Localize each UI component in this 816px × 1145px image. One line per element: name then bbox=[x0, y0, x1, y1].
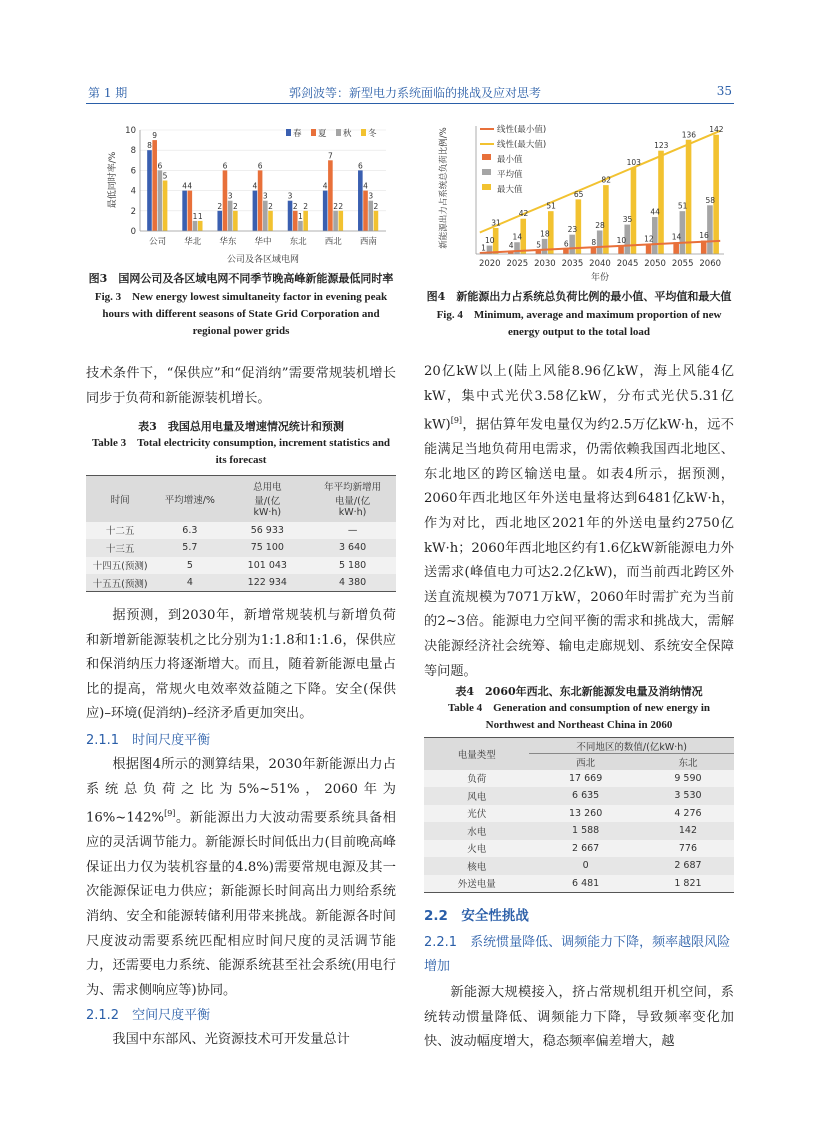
right-paragraph-1: 20亿kW以上(陆上风能8.96亿kW，海上风能4亿kW，集中式光伏3.58亿kW，分布式光伏5.31亿kW)[9]，据估算年发电量仅为约2.5万亿kW·h，远不能满足当地负荷用电需求，仍需依赖我国西北地区、东北地区的跨区输送电量。如表4所示，据预测，2060年西北地区年外送电量将达到6481亿kW·h，作为对比，西北地区2021年的外送电量约2750亿kW·h；2060年西北地区约有1.6亿kW新能源电力外送需求(峰值电力可达2.2亿kW)，而当前西北跨区外送直流规模为7071万kW，2060年时需扩充为当前的2~3倍。能源电力空间平衡的需求和挑战大，需解决能源经济社会统筹、输电走廊规划、系统安全保障等问题。 bbox=[424, 364, 734, 679]
fig4-bar bbox=[597, 230, 603, 254]
table4-cell: 火电 bbox=[424, 840, 529, 858]
fig4-data-label: 23 bbox=[567, 225, 578, 235]
fig3-x-axis-label: 公司及各区域电网 bbox=[226, 255, 300, 265]
fig3-bar bbox=[147, 150, 152, 231]
fig4-x-tick: 2055 bbox=[671, 259, 694, 269]
citation-ref: [9] bbox=[164, 809, 176, 819]
fig3-bar bbox=[263, 201, 268, 231]
fig3-legend-swatch bbox=[286, 129, 291, 136]
fig3-data-label: 2 bbox=[373, 201, 379, 211]
table3-cell: 十五五(预测) bbox=[86, 574, 154, 592]
fig4-data-label: 51 bbox=[677, 201, 688, 211]
fig4-caption-en: Fig. 4 Minimum, average and maximum proportion of new energy output to the total load bbox=[436, 309, 722, 338]
fig4-chart bbox=[424, 118, 729, 284]
fig3-legend-label: 夏 bbox=[318, 129, 327, 139]
fig3-x-tick: 华北 bbox=[184, 237, 202, 247]
table4-row bbox=[424, 857, 734, 875]
left-paragraph-3: 根据图4所示的测算结果，2030年新能源出力占系统总负荷之比为5%~51%，2060年为16%~142%[9]。新能源出力大波动需要系统具备相应的灵活调节能力。新能源长时间低出力(目前晚高峰保证出力仅为装机容量的4.8%)需要常规电源及其一次能源保证电力供应；新能源长时间高出力则给系统消纳、安全和能源转储利用带来挑战。新能源各时间尺度波动需要系统匹配相应时间尺度的灵活调节能力，还需要电力系统、能源系统甚至社会系统(用电行为、需求侧响应等)协同。 bbox=[86, 756, 396, 998]
fig3-data-label: 8 bbox=[147, 141, 152, 151]
fig3-y-axis-label: 最低同时率/% bbox=[108, 151, 118, 209]
table4-cell: 6 481 bbox=[529, 875, 642, 893]
fig3-data-label: 4 bbox=[182, 181, 188, 191]
fig4-bar bbox=[514, 242, 520, 254]
fig3-bar bbox=[258, 170, 263, 231]
table4-cell: 4 276 bbox=[642, 805, 734, 823]
fig3-data-label: 2 bbox=[268, 201, 273, 211]
table3-row bbox=[86, 522, 396, 540]
fig3-data-label: 2 bbox=[232, 201, 238, 211]
fig3-data-label: 6 bbox=[257, 161, 263, 171]
fig4-data-label: 65 bbox=[573, 189, 584, 199]
table3 bbox=[86, 475, 396, 592]
table4-cell: 光伏 bbox=[424, 805, 529, 823]
fig4-data-label: 35 bbox=[622, 215, 633, 225]
fig3-data-label: 1 bbox=[298, 211, 303, 221]
fig3-y-tick: 4 bbox=[130, 186, 136, 197]
fig4-data-label: 1 bbox=[481, 243, 486, 253]
table3-cell: 十二五 bbox=[86, 522, 154, 540]
table3-cell: 3 640 bbox=[309, 539, 396, 557]
table3-cell: 101 043 bbox=[225, 557, 309, 575]
fig3-bar bbox=[323, 191, 328, 231]
table3-cell: 6.3 bbox=[154, 522, 225, 540]
fig3-bar bbox=[158, 170, 163, 231]
table3-row bbox=[86, 574, 396, 592]
fig4-x-tick: 2020 bbox=[478, 259, 501, 269]
table4-cell: 142 bbox=[642, 822, 734, 840]
fig4-legend-swatch bbox=[482, 154, 491, 160]
table4-cell: 负荷 bbox=[424, 770, 529, 788]
fig3-bar bbox=[358, 170, 363, 231]
fig3-bar bbox=[228, 201, 233, 231]
table4-cell: 1 821 bbox=[642, 875, 734, 893]
table3-cell: 5 bbox=[154, 557, 225, 575]
left-paragraph-1: 技术条件下，“保供应”和“促消纳”需要常规装机增长同步于负荷和新能源装机增长。 bbox=[86, 366, 396, 406]
fig3-data-label: 3 bbox=[368, 191, 374, 201]
section-2-2-heading: 2.2 安全性挑战 bbox=[424, 908, 529, 924]
fig3-data-label: 3 bbox=[287, 191, 293, 201]
table4-row bbox=[424, 840, 734, 858]
table4-cell: 3 530 bbox=[642, 787, 734, 805]
fig3-chart bbox=[100, 118, 390, 268]
fig3-bar bbox=[303, 211, 308, 231]
fig4-legend-label: 最大值 bbox=[497, 185, 523, 195]
fig3-bar bbox=[293, 211, 298, 231]
fig3-bar bbox=[328, 160, 333, 231]
fig3-bar bbox=[374, 211, 379, 231]
fig3-x-tick: 公司 bbox=[149, 237, 167, 247]
fig3-data-label: 1 bbox=[192, 211, 198, 221]
table4-header-group: 不同地区的数值/(亿kW·h) bbox=[529, 738, 734, 754]
fig4-data-label: 42 bbox=[518, 209, 529, 219]
table3-caption-cn: 表3 我国总用电量及增速情况统计和预测 bbox=[138, 420, 344, 433]
fig4-bar bbox=[631, 167, 637, 254]
table4-row bbox=[424, 770, 734, 788]
fig4-data-label: 6 bbox=[563, 239, 569, 249]
fig4-data-label: 28 bbox=[595, 220, 605, 230]
table3-cell: — bbox=[309, 522, 396, 540]
table3-cell: 75 100 bbox=[225, 539, 309, 557]
table4-caption-en: Table 4 Generation and consumption of new energy in Northwest and Northeast China in 2060 bbox=[447, 702, 711, 731]
section-2-2-1-heading: 2.2.1 系统惯量降低、调频能力下降，频率越限风险增加 bbox=[424, 935, 731, 974]
fig3-data-label: 2 bbox=[333, 201, 338, 211]
fig3-legend-swatch bbox=[311, 129, 316, 136]
fig3-bar bbox=[298, 221, 303, 231]
fig3-bar bbox=[217, 211, 222, 231]
table4-cell: 2 687 bbox=[642, 857, 734, 875]
fig3-bar bbox=[268, 211, 273, 231]
fig4-x-tick: 2025 bbox=[506, 259, 529, 269]
fig3-x-tick: 华中 bbox=[254, 237, 272, 247]
header-issue: 第 1 期 bbox=[88, 86, 128, 100]
table3-cell: 5.7 bbox=[154, 539, 225, 557]
fig3-caption-en: Fig. 3 New energy lowest simultaneity factor in evening peak hours with different seasons of State Grid Corporation and regional power grids bbox=[94, 291, 388, 337]
right-paragraph-2: 新能源大规模接入，挤占常规机组开机空间，系统转动惯量降低、调频能力下降，导致频率变化加快、波动幅度增大，稳态频率偏差增大，越 bbox=[424, 985, 734, 1050]
fig4-data-label: 8 bbox=[591, 237, 597, 247]
fig3-data-label: 9 bbox=[152, 131, 158, 141]
table4-cell: 外送电量 bbox=[424, 875, 529, 893]
table4-cell: 9 590 bbox=[642, 770, 734, 788]
fig4-bar bbox=[603, 185, 609, 254]
table3-header-total: 总用电量/(亿kW·h) bbox=[225, 476, 309, 522]
table4-cell: 17 669 bbox=[529, 770, 642, 788]
fig3-bar bbox=[233, 211, 238, 231]
fig4-data-label: 5 bbox=[536, 240, 542, 250]
table3-row bbox=[86, 557, 396, 575]
fig3-y-tick: 6 bbox=[130, 166, 136, 177]
table4-cell: 776 bbox=[642, 840, 734, 858]
table4-cell: 13 260 bbox=[529, 805, 642, 823]
fig4-data-label: 103 bbox=[626, 157, 641, 167]
fig4-data-label: 58 bbox=[705, 195, 715, 205]
table3-cell: 56 933 bbox=[225, 522, 309, 540]
fig3-y-tick: 0 bbox=[130, 227, 136, 237]
table4-cell: 0 bbox=[529, 857, 642, 875]
fig4-bar bbox=[686, 140, 692, 254]
fig3-bar bbox=[188, 191, 193, 231]
table4-cell: 2 667 bbox=[529, 840, 642, 858]
table3-header-increment: 年平均新增用电量/(亿kW·h) bbox=[309, 476, 396, 522]
fig4-data-label: 51 bbox=[546, 201, 556, 211]
fig3-bar bbox=[363, 191, 368, 231]
table3-row bbox=[86, 539, 396, 557]
fig4-data-label: 14 bbox=[512, 232, 523, 242]
fig4-data-label: 142 bbox=[709, 125, 724, 135]
fig3-bar bbox=[253, 191, 258, 231]
fig3-data-label: 4 bbox=[322, 181, 328, 191]
fig3-data-label: 3 bbox=[262, 191, 268, 201]
fig4-data-label: 12 bbox=[644, 234, 654, 244]
fig3-data-label: 1 bbox=[197, 211, 203, 221]
table4 bbox=[424, 737, 734, 893]
table4-row bbox=[424, 787, 734, 805]
fig4-x-axis-label: 年份 bbox=[590, 273, 610, 283]
fig4-caption-cn: 图4 新能源出力占系统总负荷比例的最小值、平均值和最大值 bbox=[426, 290, 732, 303]
fig4-data-label: 10 bbox=[485, 236, 495, 246]
fig4-x-tick: 2040 bbox=[589, 259, 611, 269]
table4-cell: 1 588 bbox=[529, 822, 642, 840]
table4-cell: 6 635 bbox=[529, 787, 642, 805]
fig3-y-tick: 2 bbox=[130, 206, 136, 217]
fig4-legend-label: 平均值 bbox=[497, 170, 523, 180]
fig4-x-tick: 2060 bbox=[699, 259, 722, 269]
fig3-bar bbox=[198, 221, 203, 231]
fig4-data-label: 16 bbox=[699, 231, 709, 241]
fig3-data-label: 3 bbox=[227, 191, 233, 201]
fig3-data-label: 2 bbox=[303, 201, 309, 211]
fig3-bar bbox=[193, 221, 198, 231]
fig3-data-label: 2 bbox=[338, 201, 344, 211]
fig3-bar bbox=[182, 191, 187, 231]
fig3-data-label: 4 bbox=[363, 181, 368, 191]
fig3-bar bbox=[163, 181, 168, 232]
fig4-bar bbox=[713, 135, 719, 254]
fig4-y-axis-label: 新能源出力占系统总负荷比例/% bbox=[439, 127, 449, 249]
fig3-legend-swatch bbox=[361, 129, 366, 136]
header-rule bbox=[86, 103, 734, 104]
table4-cell: 核电 bbox=[424, 857, 529, 875]
section-2-1-1-heading: 2.1.1 时间尺度平衡 bbox=[86, 732, 211, 748]
fig4-bar bbox=[569, 235, 575, 254]
fig3-bar bbox=[338, 211, 343, 231]
fig4-x-tick: 2050 bbox=[644, 259, 666, 269]
table4-header-type: 电量类型 bbox=[424, 738, 529, 770]
table4-header-northeast: 东北 bbox=[642, 754, 734, 770]
fig4-legend-swatch bbox=[482, 184, 491, 190]
fig3-data-label: 6 bbox=[157, 161, 163, 171]
fig3-y-tick: 10 bbox=[125, 126, 136, 136]
fig4-x-tick: 2030 bbox=[534, 259, 556, 269]
fig3-bar bbox=[333, 211, 338, 231]
fig4-data-label: 18 bbox=[540, 229, 550, 239]
fig3-data-label: 2 bbox=[217, 201, 223, 211]
fig3-y-tick: 8 bbox=[130, 146, 136, 157]
fig4-legend-label: 线性(最小值) bbox=[497, 125, 547, 135]
fig4-legend-label: 线性(最大值) bbox=[497, 140, 547, 150]
fig3-data-label: 6 bbox=[222, 161, 228, 171]
table3-header-time: 时间 bbox=[86, 476, 154, 522]
table3-cell: 十三五 bbox=[86, 539, 154, 557]
fig3-x-tick: 西北 bbox=[324, 237, 342, 247]
fig3-bar bbox=[288, 201, 293, 231]
left-paragraph-2: 据预测，到2030年，新增常规装机与新增负荷和新增新能源装机之比分别为1:1.8和1:1.6，保供应和保消纳压力将逐渐增大。而且，随着新能源电量占比的提高，常规火电效率效益随之下降。安全(保供应)–环境(促消纳)–经济矛盾更加突出。 bbox=[86, 608, 396, 722]
fig3-data-label: 4 bbox=[187, 181, 193, 191]
table4-row bbox=[424, 875, 734, 893]
table4-header-northwest: 西北 bbox=[529, 754, 642, 770]
fig4-data-label: 123 bbox=[654, 141, 669, 151]
fig3-bar bbox=[368, 201, 373, 231]
fig3-legend-label: 春 bbox=[293, 129, 302, 139]
fig4-data-label: 31 bbox=[491, 218, 501, 228]
table4-cell: 风电 bbox=[424, 787, 529, 805]
fig4-data-label: 136 bbox=[681, 130, 697, 140]
fig4-data-label: 44 bbox=[650, 207, 660, 217]
table4-row bbox=[424, 805, 734, 823]
fig4-x-tick: 2045 bbox=[616, 259, 639, 269]
table3-cell: 十四五(预测) bbox=[86, 557, 154, 575]
fig4-bar bbox=[658, 151, 664, 254]
fig3-legend-label: 秋 bbox=[343, 129, 352, 139]
table3-cell: 4 bbox=[154, 574, 225, 592]
table4-row bbox=[424, 822, 734, 840]
fig4-legend-swatch bbox=[482, 169, 491, 175]
citation-ref: [9] bbox=[450, 416, 463, 426]
fig4-bar bbox=[707, 205, 713, 254]
header-title: 郭剑波等：新型电力系统面临的挑战及应对思考 bbox=[288, 86, 541, 100]
fig3-bar bbox=[223, 170, 228, 231]
left-paragraph-4: 我国中东部风、光资源技术可开发量总计 bbox=[112, 1032, 350, 1048]
fig3-data-label: 4 bbox=[252, 181, 258, 191]
fig4-data-label: 10 bbox=[616, 236, 627, 246]
fig3-x-tick: 华东 bbox=[219, 237, 237, 247]
fig3-data-label: 2 bbox=[292, 201, 298, 211]
table3-cell: 5 180 bbox=[309, 557, 396, 575]
fig3-x-tick: 西南 bbox=[359, 237, 377, 247]
section-2-1-2-heading: 2.1.2 空间尺度平衡 bbox=[86, 1008, 211, 1024]
fig4-bar bbox=[542, 239, 548, 254]
fig3-x-tick: 东北 bbox=[289, 237, 307, 247]
table3-caption-en: Table 3 Total electricity consumption, increment statistics and its forecast bbox=[91, 437, 391, 466]
fig3-data-label: 5 bbox=[162, 171, 168, 181]
table4-caption-cn: 表4 2060年西北、东北新能源发电量及消纳情况 bbox=[455, 685, 703, 698]
fig3-data-label: 7 bbox=[327, 151, 333, 161]
fig3-legend-swatch bbox=[336, 129, 341, 136]
fig3-legend-label: 冬 bbox=[368, 129, 377, 139]
fig4-x-tick: 2035 bbox=[561, 259, 584, 269]
fig4-legend-label: 最小值 bbox=[497, 155, 523, 165]
table3-cell: 122 934 bbox=[225, 574, 309, 592]
fig4-data-label: 82 bbox=[601, 175, 611, 185]
table3-header-growth: 平均增速/% bbox=[154, 476, 225, 522]
header-page-number: 35 bbox=[716, 84, 732, 98]
fig3-bar bbox=[152, 140, 157, 231]
table4-cell: 水电 bbox=[424, 822, 529, 840]
table3-cell: 4 380 bbox=[309, 574, 396, 592]
fig4-data-label: 4 bbox=[508, 241, 514, 251]
fig4-data-label: 14 bbox=[671, 232, 682, 242]
fig3-caption-cn: 图3 国网公司及各区域电网不同季节晚高峰新能源最低同时率 bbox=[88, 272, 394, 285]
fig3-data-label: 6 bbox=[357, 161, 363, 171]
